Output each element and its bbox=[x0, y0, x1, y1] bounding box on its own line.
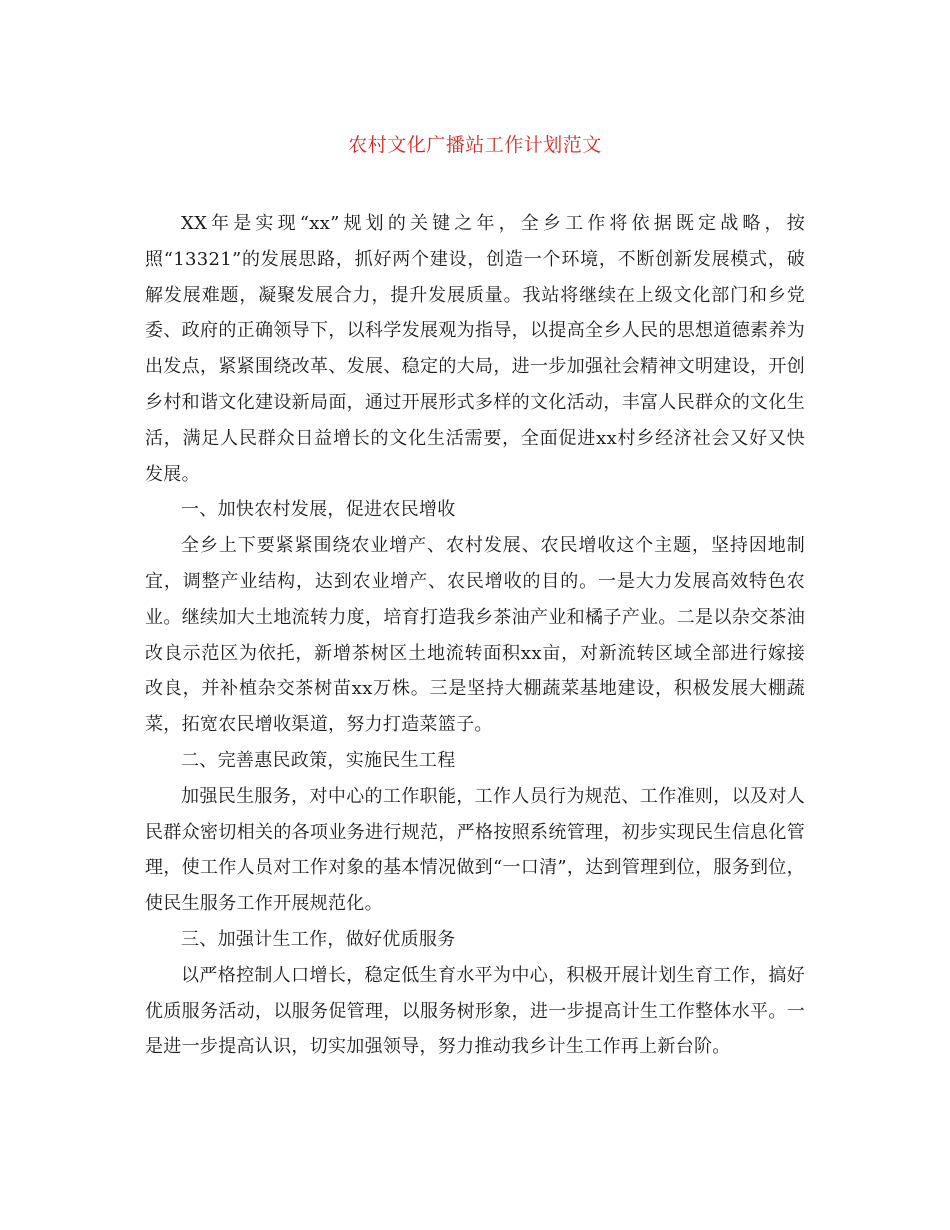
document-title: 农村文化广播站工作计划范文 bbox=[348, 134, 602, 156]
intro-paragraph: XX年是实现“xx”规划的关键之年，全乡工作将依据既定战略，按照“13321”的发展思路，抓好两个建设，创造一个环境，不断创新发展模式，破解发展难题，凝聚发展合力，提升发展质量。我站将继续在上级文化部门和乡党委、政府的正确领导下，以科学发展观为指导，以提高全乡人民的思想道德素养为出发点，紧紧围绕改革、发展、稳定的大局，进一步加强社会精神文明建设，开创乡村和谐文化建设新局面，通过开展形式多样的文化活动，丰富人民群众的文化生活，满足人民群众日益增长的文化生活需要，全面促进xx村乡经济社会又好又快发展。 bbox=[145, 213, 805, 485]
section-paragraph-2: 加强民生服务，对中心的工作职能，工作人员行为规范、工作准则，以及对人民群众密切相关的各项业务进行规范，严格按照系统管理，初步实现民生信息化管理，使工作人员对工作对象的基本情况做到“一口清”，达到管理到位，服务到位，使民生服务工作开展规范化。 bbox=[145, 785, 805, 915]
section-heading-1: 一、加快农村发展，促进农民增收 bbox=[181, 499, 456, 521]
section-paragraph-3: 以严格控制人口增长，稳定低生育水平为中心，积极开展计划生育工作，搞好优质服务活动，以服务促管理，以服务树形象，进一步提高计生工作整体水平。一是进一步提高认识，切实加强领导，努力推动我乡计生工作再上新台阶。 bbox=[145, 964, 805, 1058]
section-heading-3: 三、加强计生工作，做好优质服务 bbox=[181, 928, 456, 950]
section-heading-2: 二、完善惠民政策，实施民生工程 bbox=[181, 749, 456, 771]
section-paragraph-1: 全乡上下要紧紧围绕农业增产、农村发展、农民增收这个主题，坚持因地制宜，调整产业结构，达到农业增产、农民增收的目的。一是大力发展高效特色农业。继续加大土地流转力度，培育打造我乡茶油产业和橘子产业。二是以杂交茶油改良示范区为依托，新增茶树区土地流转面积xx亩，对新流转区域全部进行嫁接改良，并补植杂交茶树苗xx万株。三是坚持大棚蔬菜基地建设，积极发展大棚蔬菜，拓宽农民增收渠道，努力打造菜篮子。 bbox=[145, 535, 805, 736]
document-body bbox=[145, 206, 805, 1065]
